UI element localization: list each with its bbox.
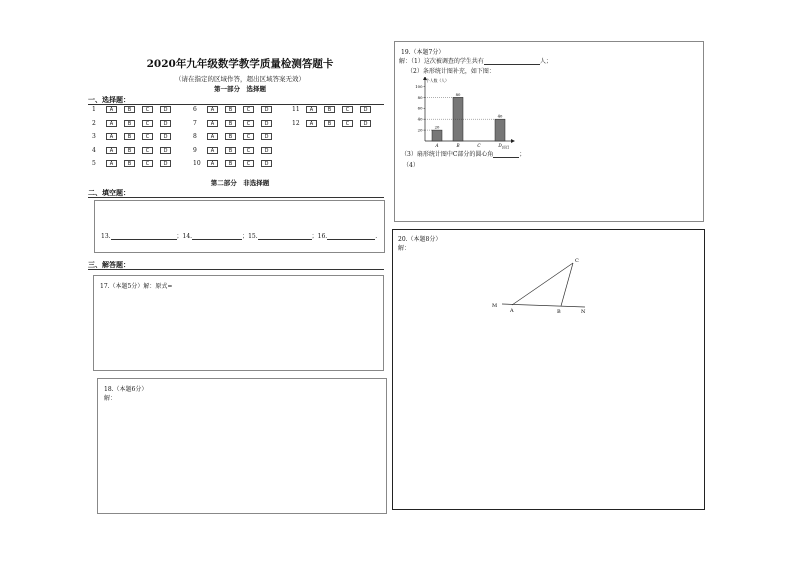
answer-option-bubble[interactable]: B bbox=[324, 120, 335, 127]
choice-question-row bbox=[92, 133, 178, 140]
q19-part3-end: ； bbox=[519, 151, 526, 158]
q18-solution-label: 解： bbox=[104, 395, 117, 402]
q19-part3-blank[interactable] bbox=[493, 150, 519, 158]
q19-part3-text: （3）扇形统计图中C部分的圆心角 bbox=[401, 151, 494, 158]
answer-option-bubble[interactable]: D bbox=[261, 133, 272, 140]
answer-option-bubble[interactable]: C bbox=[142, 160, 153, 167]
q19-part1-blank[interactable] bbox=[484, 57, 540, 65]
x-tick-label: B bbox=[456, 143, 460, 148]
answer-option-bubble[interactable]: D bbox=[261, 147, 272, 154]
answer-option-bubble[interactable]: C bbox=[142, 147, 153, 154]
fill-label-14: ；14. bbox=[176, 233, 193, 240]
question-number: 8 bbox=[193, 133, 197, 140]
answer-option-bubble[interactable]: A bbox=[106, 133, 117, 140]
answer-option-bubble[interactable]: B bbox=[225, 106, 236, 113]
answer-option-bubble[interactable]: D bbox=[360, 120, 371, 127]
answer-option-bubble[interactable]: C bbox=[142, 106, 153, 113]
question-number: 10 bbox=[193, 160, 201, 167]
answer-option-bubble[interactable]: C bbox=[243, 160, 254, 167]
answer-area-note: （请在指定的区域作答，超出区域答案无效） bbox=[175, 75, 305, 83]
answer-option-bubble[interactable]: D bbox=[160, 160, 171, 167]
y-axis-label: 个人数（人） bbox=[426, 78, 449, 83]
part-two-heading: 第二部分 非选择题 bbox=[210, 179, 270, 187]
x-tick-label: C bbox=[477, 143, 481, 148]
y-tick-label: 40 bbox=[417, 116, 423, 122]
q20-answer-box[interactable] bbox=[392, 229, 705, 510]
x-axis-arrow bbox=[511, 139, 515, 143]
answer-option-bubble[interactable]: A bbox=[306, 120, 317, 127]
question-number: 3 bbox=[92, 133, 96, 140]
q18-answer-box[interactable] bbox=[97, 378, 387, 514]
answer-option-bubble[interactable]: C bbox=[342, 106, 353, 113]
bar-A bbox=[432, 130, 442, 141]
section-answer-rule bbox=[88, 269, 384, 270]
label-a: A bbox=[510, 308, 514, 314]
answer-option-bubble[interactable]: B bbox=[225, 160, 236, 167]
answer-option-bubble[interactable]: C bbox=[142, 120, 153, 127]
choice-question-row bbox=[92, 147, 178, 154]
data-label-D: 40 bbox=[497, 113, 503, 119]
answer-option-bubble[interactable]: D bbox=[261, 120, 272, 127]
choice-question-row bbox=[292, 120, 378, 127]
choice-question-row bbox=[92, 120, 178, 127]
q19-part1-text: 解：（1）这次被调查的学生共有 bbox=[399, 58, 484, 65]
answer-option-bubble[interactable]: D bbox=[160, 147, 171, 154]
fill-blank-13[interactable] bbox=[111, 232, 177, 240]
section-fill-heading: 二、填空题： bbox=[88, 188, 130, 197]
q19-answer-box[interactable] bbox=[394, 41, 704, 222]
y-tick-label: 100 bbox=[415, 83, 423, 89]
choice-question-row bbox=[92, 106, 178, 113]
q17-answer-box[interactable] bbox=[93, 275, 384, 371]
question-number: 11 bbox=[292, 106, 300, 113]
answer-option-bubble[interactable]: D bbox=[160, 133, 171, 140]
x-tick-label: A bbox=[435, 143, 439, 148]
answer-option-bubble[interactable]: B bbox=[225, 133, 236, 140]
bar-D bbox=[495, 119, 505, 141]
answer-option-bubble[interactable]: B bbox=[124, 160, 135, 167]
question-number: 7 bbox=[193, 120, 197, 127]
question-number: 1 bbox=[92, 106, 96, 113]
answer-option-bubble[interactable]: D bbox=[261, 160, 272, 167]
q20-header: 20.（本题8分） bbox=[398, 236, 442, 243]
label-c: C bbox=[575, 258, 579, 264]
fill-label-16: ；16. bbox=[311, 233, 328, 240]
fill-label-15: ；15. bbox=[242, 233, 258, 240]
answer-option-bubble[interactable]: B bbox=[225, 120, 236, 127]
answer-option-bubble[interactable]: B bbox=[324, 106, 335, 113]
question-number: 4 bbox=[92, 147, 96, 154]
question-number: 12 bbox=[292, 120, 300, 127]
answer-option-bubble[interactable]: C bbox=[243, 106, 254, 113]
answer-option-bubble[interactable]: A bbox=[106, 160, 117, 167]
answer-option-bubble[interactable]: A bbox=[207, 133, 218, 140]
x-tick-label: D bbox=[498, 143, 502, 148]
section-fill-rule bbox=[88, 197, 384, 198]
question-number: 9 bbox=[193, 147, 197, 154]
choice-question-row bbox=[193, 120, 279, 127]
q19-part1-unit: 人； bbox=[539, 58, 552, 65]
data-label-A: 20 bbox=[434, 124, 440, 130]
fill-blank-14[interactable] bbox=[192, 232, 242, 240]
answer-option-bubble[interactable]: B bbox=[124, 106, 135, 113]
question-number: 6 bbox=[193, 106, 197, 113]
section-choice-rule bbox=[88, 104, 384, 105]
answer-option-bubble[interactable]: A bbox=[306, 106, 317, 113]
section-answer-heading: 三、解答题： bbox=[88, 260, 130, 269]
label-b: B bbox=[557, 309, 561, 315]
answer-option-bubble[interactable]: A bbox=[207, 120, 218, 127]
q19-bar-chart bbox=[409, 77, 519, 149]
q20-solution-label: 解： bbox=[398, 245, 411, 252]
q19-part2-text: （2）条形统计图补充，如下图： bbox=[407, 68, 495, 75]
question-number: 5 bbox=[92, 160, 96, 167]
choice-question-row bbox=[292, 106, 378, 113]
q20-geometry-figure bbox=[489, 254, 599, 344]
answer-option-bubble[interactable]: B bbox=[225, 147, 236, 154]
answer-option-bubble[interactable]: A bbox=[106, 147, 117, 154]
choice-question-row bbox=[193, 160, 279, 167]
line-mn bbox=[502, 304, 585, 307]
part-one-heading: 第一部分 选择题 bbox=[214, 85, 266, 93]
x-axis-label: 项目 bbox=[502, 145, 510, 149]
fill-blank-15[interactable] bbox=[258, 232, 312, 240]
choice-question-row bbox=[193, 147, 279, 154]
q19-part4-text: （4） bbox=[403, 162, 419, 169]
choice-question-row bbox=[92, 160, 178, 167]
segment-cb bbox=[561, 263, 573, 306]
answer-option-bubble[interactable]: A bbox=[207, 160, 218, 167]
answer-option-bubble[interactable]: C bbox=[142, 133, 153, 140]
answer-option-bubble[interactable]: A bbox=[106, 120, 117, 127]
answer-option-bubble[interactable]: C bbox=[243, 133, 254, 140]
question-number: 2 bbox=[92, 120, 96, 127]
fill-answer-box bbox=[94, 200, 385, 253]
fill-label-13: 13. bbox=[101, 233, 111, 240]
choice-question-row bbox=[193, 106, 279, 113]
answer-option-bubble[interactable]: D bbox=[160, 120, 171, 127]
answer-option-bubble[interactable]: A bbox=[207, 147, 218, 154]
answer-option-bubble[interactable]: A bbox=[207, 106, 218, 113]
segment-ac bbox=[512, 263, 573, 305]
y-tick-label: 20 bbox=[417, 127, 423, 133]
q19-header: 19.（本题7分） bbox=[401, 49, 445, 56]
answer-option-bubble[interactable]: C bbox=[243, 120, 254, 127]
label-n: N bbox=[581, 309, 586, 315]
fill-blank-16[interactable] bbox=[327, 232, 378, 240]
y-tick-label: 80 bbox=[417, 94, 423, 100]
answer-option-bubble[interactable]: A bbox=[106, 106, 117, 113]
answer-option-bubble[interactable]: D bbox=[160, 106, 171, 113]
answer-option-bubble[interactable]: D bbox=[261, 106, 272, 113]
data-label-B: 80 bbox=[455, 91, 461, 97]
answer-option-bubble[interactable]: B bbox=[124, 133, 135, 140]
answer-option-bubble[interactable]: C bbox=[243, 147, 254, 154]
page-title: 2020年九年级数学教学质量检测答题卡 bbox=[146, 58, 334, 70]
answer-option-bubble[interactable]: C bbox=[342, 120, 353, 127]
answer-option-bubble[interactable]: D bbox=[360, 106, 371, 113]
section-choice-heading: 一、选择题： bbox=[88, 95, 130, 104]
label-m: M bbox=[492, 303, 498, 309]
choice-question-row bbox=[193, 133, 279, 140]
fill-end: . bbox=[375, 233, 378, 240]
answer-option-bubble[interactable]: B bbox=[124, 147, 135, 154]
answer-option-bubble[interactable]: B bbox=[124, 120, 135, 127]
y-tick-label: 60 bbox=[417, 105, 423, 111]
q17-header: 17.（本题5分）解：原式= bbox=[100, 283, 173, 290]
q18-header: 18.（本题6分） bbox=[104, 386, 148, 393]
